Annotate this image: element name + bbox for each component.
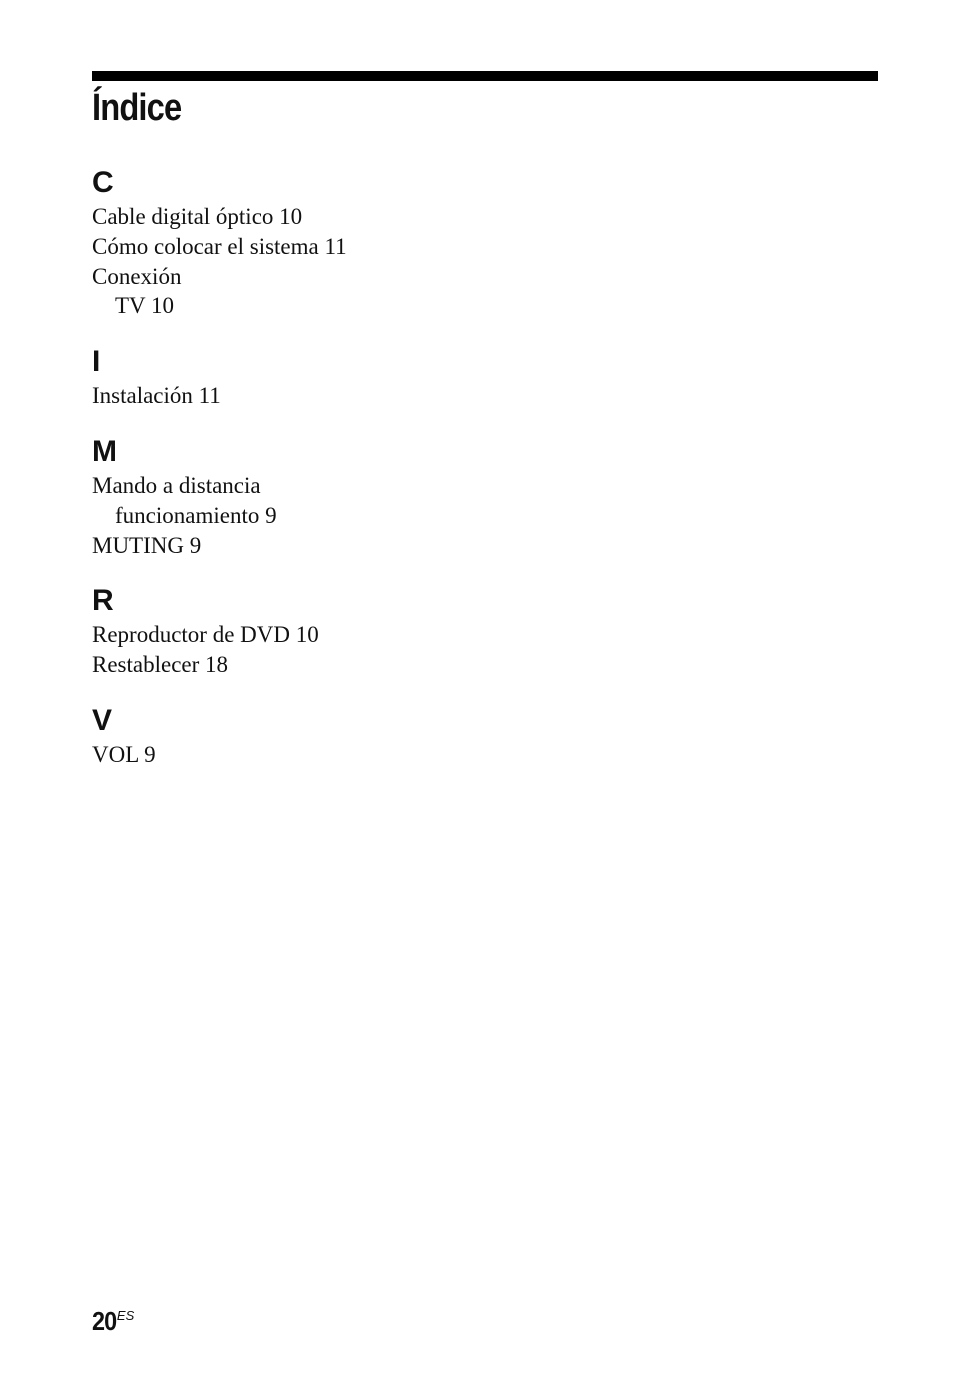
entry-list (92, 202, 792, 321)
section-letter: M (92, 434, 117, 468)
page-footer (92, 1306, 134, 1337)
page-title: Índice (92, 87, 182, 129)
index-section-r (92, 582, 792, 680)
index-section-v (92, 702, 792, 770)
index-entry: MUTING 9 (92, 532, 202, 558)
index-entry: Conexión (92, 263, 182, 289)
entry-list (92, 471, 792, 560)
index-entry: VOL 9 (92, 741, 156, 767)
index-entry: Cómo colocar el sistema 11 (92, 233, 347, 259)
section-letter: I (92, 345, 101, 379)
index-entry: Reproductor de DVD 10 (92, 622, 319, 648)
index-section-i (92, 343, 792, 411)
index-section-m (92, 433, 792, 560)
entry-list (92, 740, 792, 770)
index-subentry: funcionamiento 9 (115, 502, 277, 528)
page-number: 20 (92, 1306, 117, 1336)
index-list (92, 164, 792, 770)
index-entry: Cable digital óptico 10 (92, 204, 303, 229)
index-section-c (92, 164, 792, 321)
section-letter: V (92, 703, 113, 737)
section-letter: R (92, 584, 114, 618)
index-subentry: TV 10 (115, 293, 174, 319)
index-entry: Mando a distancia (92, 472, 261, 498)
index-entry: Restablecer 18 (92, 652, 229, 678)
index-entry: Instalación 11 (92, 383, 221, 409)
page-language-code: ES (116, 1308, 135, 1323)
entry-list (92, 381, 792, 411)
section-letter: C (92, 166, 114, 199)
title-rule (92, 71, 878, 81)
entry-list (92, 620, 792, 680)
